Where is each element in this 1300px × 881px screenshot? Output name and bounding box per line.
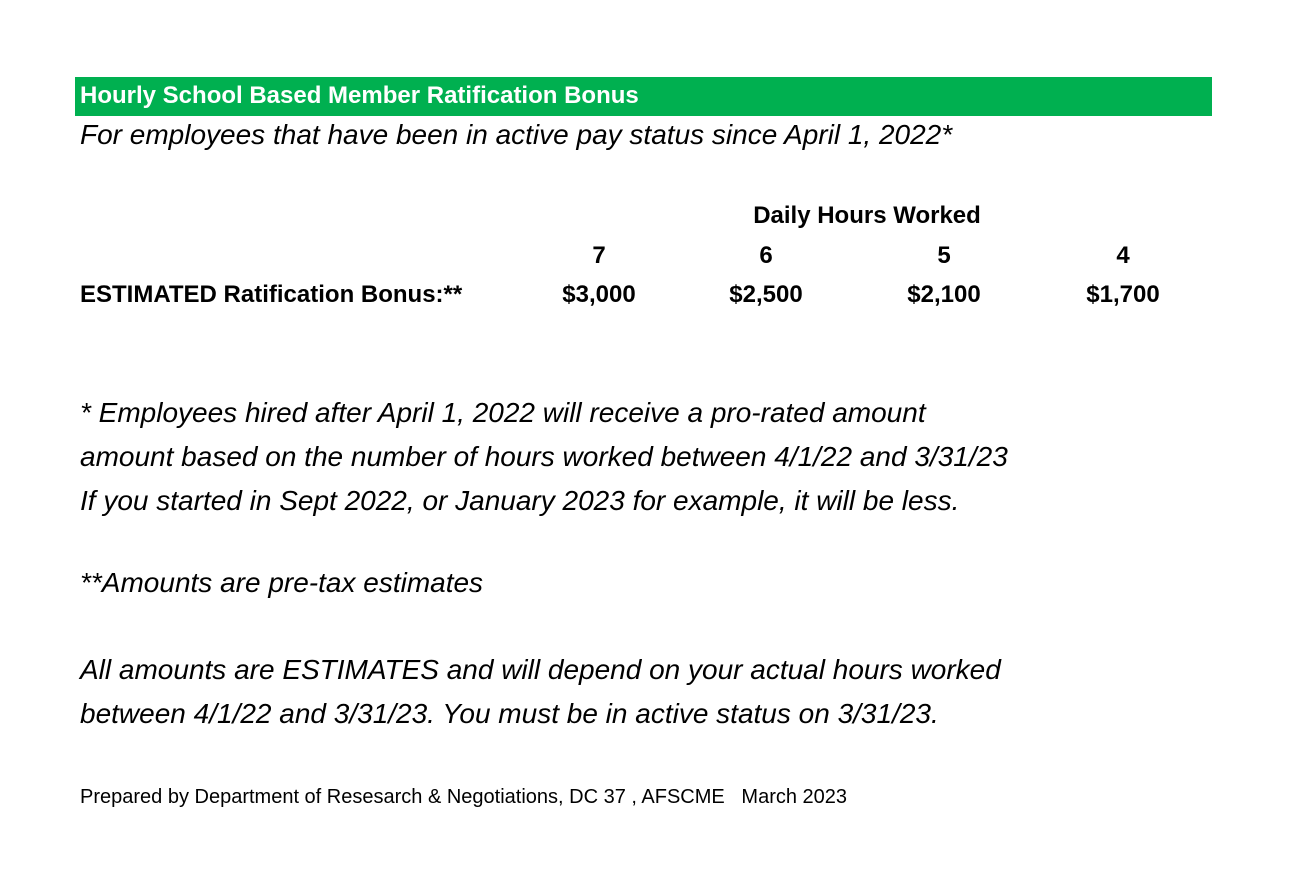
disclaimer-line-1: All amounts are ESTIMATES and will depend on your actual hours worked bbox=[80, 654, 1001, 685]
footnote-pretax: **Amounts are pre-tax estimates bbox=[80, 567, 484, 598]
hours-column-header: 7 bbox=[592, 242, 606, 269]
hours-column-header: 4 bbox=[1116, 242, 1130, 269]
title-bar bbox=[75, 77, 1212, 116]
bonus-value-cell: $3,000 bbox=[562, 281, 636, 308]
daily-hours-header: Daily Hours Worked bbox=[753, 202, 981, 229]
disclaimer-line-2: between 4/1/22 and 3/31/23. You must be in active status on 3/31/23. bbox=[80, 698, 939, 729]
bonus-value-cell: $2,500 bbox=[729, 281, 803, 308]
footnote-prorated-line-2: amount based on the number of hours worked between 4/1/22 and 3/31/23 bbox=[80, 441, 1008, 472]
hours-column-header: 6 bbox=[759, 242, 773, 269]
footnote-prorated-line-1: * Employees hired after April 1, 2022 will receive a pro-rated amount bbox=[80, 397, 926, 428]
hours-column-header: 5 bbox=[937, 242, 951, 269]
footnote-prorated-line-3: If you started in Sept 2022, or January 2023 for example, it will be less. bbox=[80, 485, 960, 516]
bonus-value-cell: $1,700 bbox=[1086, 281, 1160, 308]
bonus-value-cell: $2,100 bbox=[907, 281, 981, 308]
document-title: Hourly School Based Member Ratification Bonus bbox=[80, 82, 639, 109]
bonus-row-label: ESTIMATED Ratification Bonus:** bbox=[80, 281, 463, 308]
prepared-by-footer: Prepared by Department of Resesarch & Negotiations, DC 37 , AFSCME March 2023 bbox=[80, 786, 848, 808]
document-subtitle: For employees that have been in active pay status since April 1, 2022* bbox=[80, 119, 953, 150]
